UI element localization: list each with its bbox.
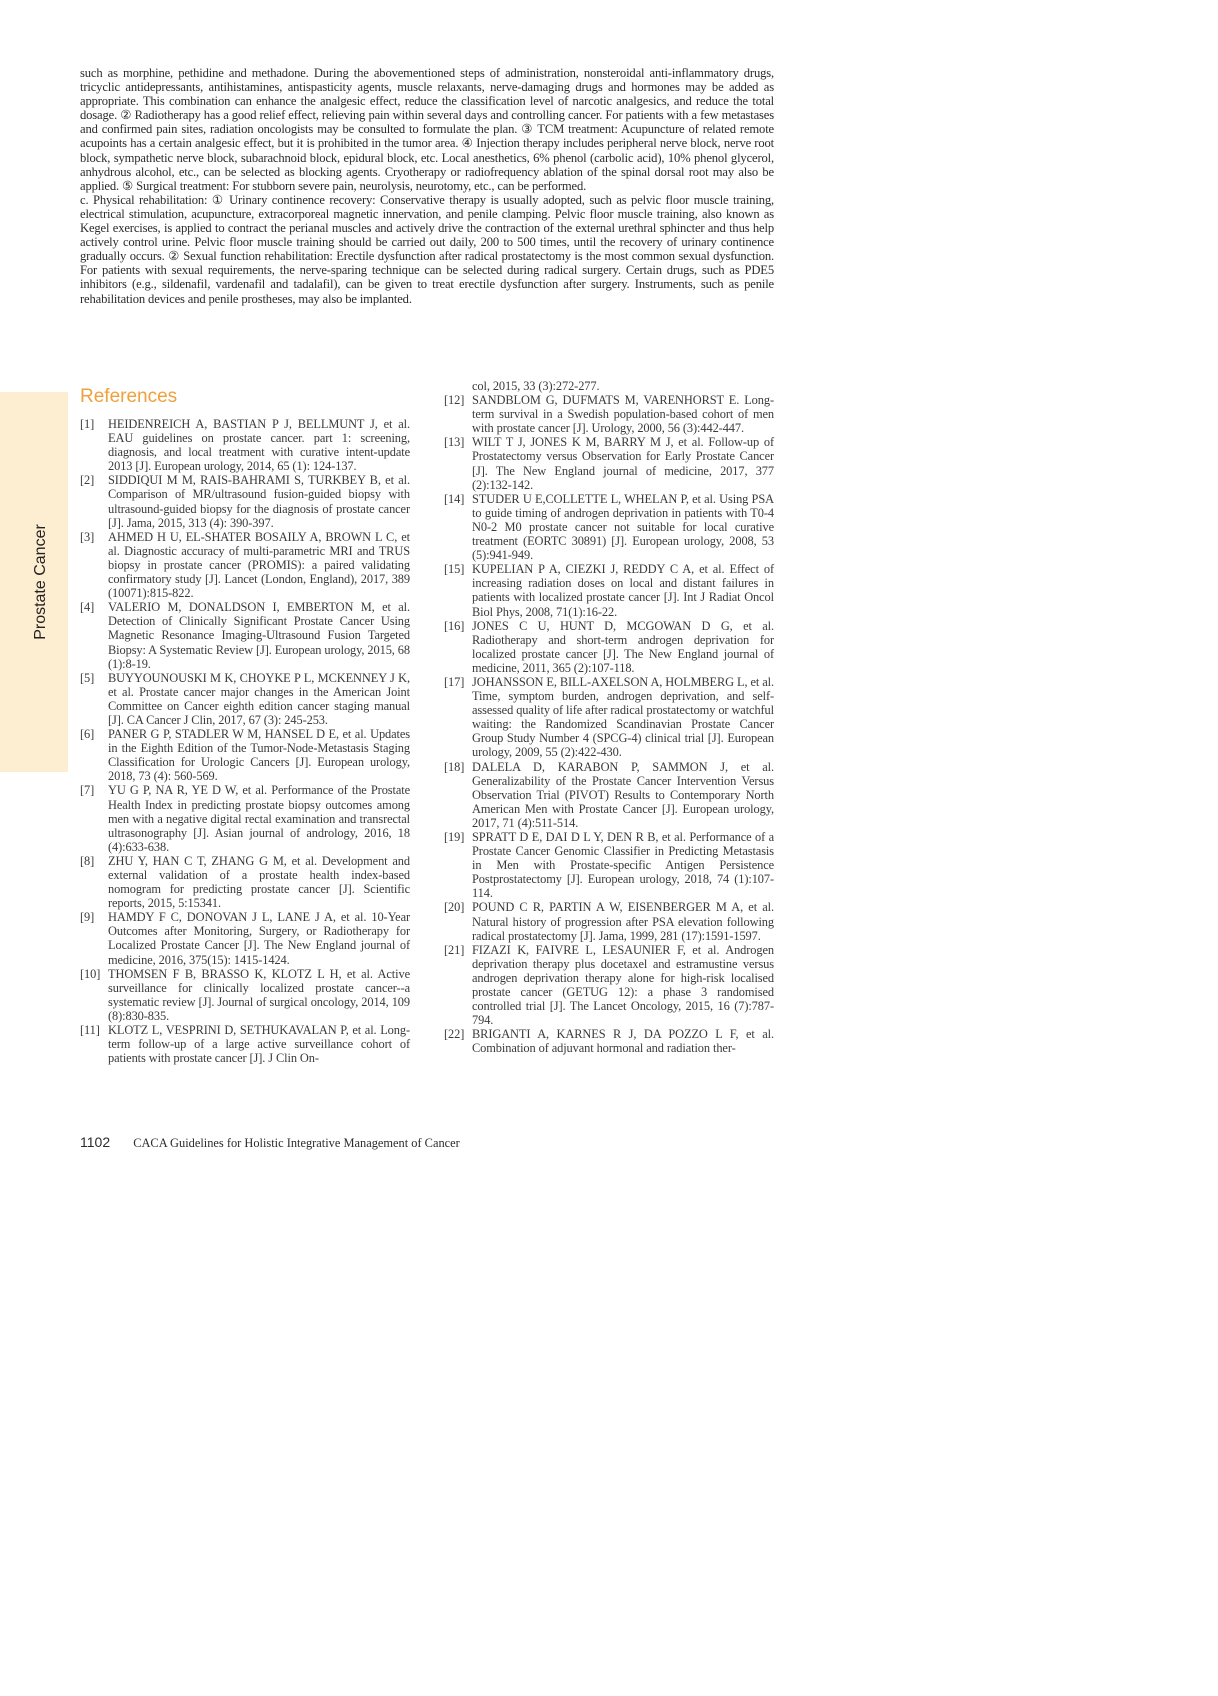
body-paragraph-2: c. Physical rehabilitation: ① Urinary continence recovery: Conservative therapy is usually adopted, such as pelvic floor muscle training, electrical stimulation, acupuncture, extracorporeal magnetic innervation, and penile clamping. Pelvic floor muscle training, also known as Kegel exercises, is applied to contract the perianal muscles and actively drive the contraction of the external urethral sphincter and thus help actively control urine. Pelvic floor muscle training should be carried out daily, 200 to 500 times, until the recovery of urinary continence gradually occurs. ② Sexual function rehabilitation: Erectile dysfunction after radical prostatectomy is the most common sexual dysfunction. For patients with sexual requirements, the nerve-sparing technique can be selected during radical surgery. Certain drugs, such as PDE5 inhibitors (e.g., sildenafil, vardenafil and tadalafil), can be given to treat erectile dysfunction after surgery. Instruments, such as penile rehabilitation devices and penile prostheses, may also be implanted. — [80, 192, 774, 306]
side-section-label: Prostate Cancer — [32, 524, 49, 640]
reference-text: THOMSEN F B, BRASSO K, KLOTZ L H, et al. Active surveillance for clinically localized prostate cancer--a systematic review [J]. Journal of surgical oncology, 2014, 109 (8):830-835. — [108, 966, 410, 1023]
reference-item — [444, 900, 774, 942]
reference-text: FIZAZI K, FAIVRE L, LESAUNIER F, et al. Androgen deprivation therapy plus docetaxel and estramustine versus androgen deprivation therapy alone for high-risk localised prostate cancer (GETUG 12): a phase 3 randomised controlled trial [J]. The Lancet Oncology, 2015, 16 (7):787-794. — [472, 942, 774, 1028]
reference-number: [16] — [444, 618, 465, 633]
reference-item — [444, 562, 774, 618]
reference-item — [80, 473, 410, 529]
reference-item — [80, 727, 410, 783]
reference-text: JONES C U, HUNT D, MCGOWAN D G, et al. Radiotherapy and short-term androgen deprivation for localized prostate cancer [J]. The New England journal of medicine, 2011, 365 (2):107-118. — [472, 618, 774, 675]
reference-item — [80, 600, 410, 670]
reference-number: [6] — [80, 727, 95, 742]
reference-text: HEIDENREICH A, BASTIAN P J, BELLMUNT J, et al. EAU guidelines on prostate cancer. part 1: screening, diagnosis, and local treatment with curative intent-update 2013 [J]. European urology, 2014, 65 (1): 124-137. — [108, 417, 410, 474]
reference-text: VALERIO M, DONALDSON I, EMBERTON M, et al. Detection of Clinically Significant Prostate Cancer Using Magnetic Resonance Imaging-Ultrasound Fusion Targeted Biopsy: A Systematic Review [J]. European urology, 2015, 68 (1):8-19. — [108, 600, 410, 671]
reference-item — [444, 1027, 774, 1055]
reference-text: SIDDIQUI M M, RAIS-BAHRAMI S, TURKBEY B, et al. Comparison of MR/ultrasound fusion-guided biopsy with ultrasound-guided biopsy for the diagnosis of prostate cancer [J]. Jama, 2015, 313 (4): 390-397. — [108, 473, 410, 530]
reference-text: KUPELIAN P A, CIEZKI J, REDDY C A, et al. Effect of increasing radiation doses on local and distant failures in patients with localized prostate cancer [J]. Int J Radiat Oncol Biol Phys, 2008, 71(1):16-22. — [472, 562, 774, 619]
reference-number: [20] — [444, 900, 465, 915]
reference-text: AHMED H U, EL-SHATER BOSAILY A, BROWN L C, et al. Diagnostic accuracy of multi-parametric MRI and TRUS biopsy in prostate cancer (PROMIS): a paired validating confirmatory study [J]. Lancet (London, England), 2017, 389 (10071):815-822. — [108, 529, 410, 601]
reference-number: [10] — [80, 966, 101, 981]
reference-text: SPRATT D E, DAI D L Y, DEN R B, et al. Performance of a Prostate Cancer Genomic Classifier in Predicting Metastasis in Men with Prostate-specific Antigen Persistence Postprostatectomy [J]. European urology, 2018, 74 (1):107-114. — [472, 830, 774, 901]
reference-item — [444, 675, 774, 760]
page-footer — [80, 1134, 460, 1151]
reference-item — [80, 671, 410, 727]
reference-number: [4] — [80, 600, 95, 615]
references-heading: References — [80, 386, 178, 407]
reference-text: SANDBLOM G, DUFMATS M, VARENHORST E. Long-term survival in a Swedish population-based cohort of men with prostate cancer [J]. Urology, 2000, 56 (3):442-447. — [472, 393, 774, 436]
reference-item — [80, 967, 410, 1023]
reference-text: PANER G P, STADLER W M, HANSEL D E, et al. Updates in the Eighth Edition of the Tumor-Node-Metastasis Staging Classification for Urologic Cancers [J]. European urology, 2018, 73 (4): 560-569. — [108, 727, 410, 784]
reference-continuation-text: col, 2015, 33 (3):272-277. — [472, 379, 600, 393]
reference-item — [80, 1023, 410, 1065]
reference-item — [444, 619, 774, 675]
reference-item — [80, 854, 410, 910]
reference-item — [444, 435, 774, 491]
reference-item — [444, 393, 774, 435]
reference-item — [80, 783, 410, 853]
page-number: 1102 — [80, 1134, 111, 1150]
reference-item — [80, 910, 410, 966]
references-right-column — [444, 379, 774, 1056]
body-text — [80, 66, 774, 306]
reference-continuation — [444, 379, 774, 393]
reference-text: YU G P, NA R, YE D W, et al. Performance of the Prostate Health Index in predicting prostate biopsy outcomes among men with a negative digital rectal examination and transrectal ultrasonography [J]. Asian journal of andrology, 2016, 18 (4):633-638. — [108, 783, 410, 854]
reference-text: HAMDY F C, DONOVAN J L, LANE J A, et al. 10-Year Outcomes after Monitoring, Surgery, or Radiotherapy for Localized Prostate Cancer [J]. The New England journal of medicine, 2016, 375(15): 1415-1424. — [108, 910, 410, 967]
reference-text: STUDER U E,COLLETTE L, WHELAN P, et al. Using PSA to guide timing of androgen deprivation in patients with T0-4 N0-2 M0 prostate cancer not suitable for local curative treatment (EORTC 30891) [J]. European urology, 2008, 53 (5):941-949. — [472, 491, 774, 563]
reference-number: [5] — [80, 670, 95, 685]
reference-number: [2] — [80, 473, 95, 488]
reference-number: [13] — [444, 435, 465, 450]
references-left-column — [80, 417, 410, 1065]
reference-number: [21] — [444, 942, 465, 957]
reference-number: [14] — [444, 491, 465, 506]
reference-text: BRIGANTI A, KARNES R J, DA POZZO L F, et al. Combination of adjuvant hormonal and radiation ther- — [472, 1027, 774, 1056]
reference-number: [3] — [80, 529, 95, 544]
reference-text: POUND C R, PARTIN A W, EISENBERGER M A, et al. Natural history of progression after PSA elevation following radical prostatectomy [J]. Jama, 1999, 281 (17):1591-1597. — [472, 900, 774, 943]
reference-number: [1] — [80, 417, 95, 431]
reference-item — [80, 530, 410, 600]
reference-number: [9] — [80, 910, 95, 925]
reference-text: KLOTZ L, VESPRINI D, SETHUKAVALAN P, et al. Long-term follow-up of a large active surveillance cohort of patients with prostate cancer [J]. J Clin On- — [108, 1023, 410, 1066]
reference-number: [22] — [444, 1027, 465, 1042]
reference-item — [444, 943, 774, 1028]
reference-number: [18] — [444, 759, 465, 774]
footer-title: CACA Guidelines for Holistic Integrative Management of Cancer — [133, 1136, 460, 1150]
reference-number: [8] — [80, 853, 95, 868]
reference-text: DALELA D, KARABON P, SAMMON J, et al. Generalizability of the Prostate Cancer Intervention Versus Observation Trial (PIVOT) Results to Contemporary North American Men with Prostate Cancer [J]. European urology, 2017, 71 (4):511-514. — [472, 759, 774, 830]
reference-text: BUYYOUNOUSKI M K, CHOYKE P L, MCKENNEY J K, et al. Prostate cancer major changes in the American Joint Committee on Cancer eighth edition cancer staging manual [J]. CA Cancer J Clin, 2017, 67 (3): 245-253. — [108, 670, 410, 727]
reference-number: [7] — [80, 783, 95, 798]
reference-number: [15] — [444, 562, 465, 577]
reference-number: [12] — [444, 393, 465, 408]
body-paragraph-1: such as morphine, pethidine and methadone. During the abovementioned steps of administration, nonsteroidal anti-inflammatory drugs, tricyclic antidepressants, antihistamines, antispasticity agents, muscle relaxants, nerve-damaging drugs and hormones may be added as appropriate. This combination can enhance the analgesic effect, reduce the classification level of narcotic analgesics, and reduce the total dosage. ② Radiotherapy has a good relief effect, relieving pain within several days and controlling cancer. For patients with a few metastases and confirmed pain sites, radiation oncologists may be consulted to formulate the plan. ③ TCM treatment: Acupuncture of related remote acupoints has a certain analgesic effect, but it is prohibited in the tumor area. ④ Injection therapy includes peripheral nerve block, nerve root block, sympathetic nerve block, subarachnoid block, epidural block, etc. Local anesthetics, 6% phenol (carbolic acid), 10% phenol glycerol, anhydrous alcohol, etc., can be selected as blocking agents. Cryotherapy or radiofrequency ablation of the spinal dorsal root may also be applied. ⑤ Surgical treatment: For stubborn severe pain, neurolysis, neurotomy, etc., can be performed. — [80, 66, 774, 193]
reference-text: WILT T J, JONES K M, BARRY M J, et al. Follow-up of Prostatectomy versus Observation for Early Prostate Cancer [J]. The New England journal of medicine, 2017, 377 (2):132-142. — [472, 435, 774, 492]
reference-item — [444, 492, 774, 562]
reference-number: [11] — [80, 1023, 100, 1038]
reference-text: JOHANSSON E, BILL-AXELSON A, HOLMBERG L, et al. Time, symptom burden, androgen deprivation, and self-assessed quality of life after radical prostatectomy or watchful waiting: the Randomized Scandinavian Prostate Cancer Group Study Number 4 (SPCG-4) clinical trial [J]. European urology, 2009, 55 (2):422-430. — [472, 674, 774, 760]
reference-number: [17] — [444, 674, 465, 689]
reference-number: [19] — [444, 830, 465, 844]
reference-text: ZHU Y, HAN C T, ZHANG G M, et al. Development and external validation of a prostate health index-based nomogram for predicting prostate cancer [J]. Scientific reports, 2015, 5:15341. — [108, 853, 410, 911]
reference-item — [444, 830, 774, 900]
reference-item — [444, 760, 774, 830]
reference-item — [80, 417, 410, 473]
